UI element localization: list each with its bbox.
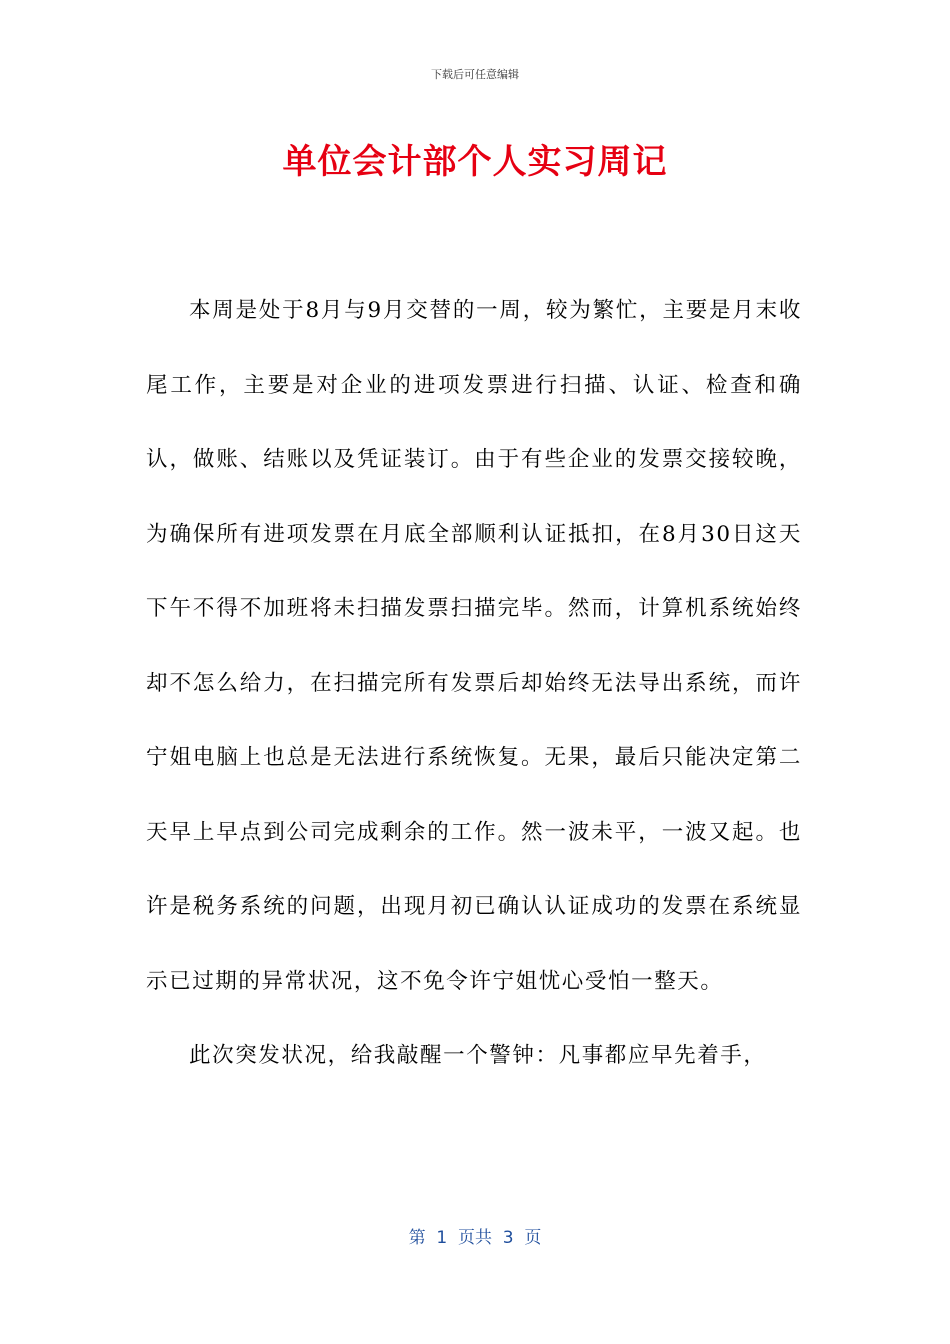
document-body <box>146 274 802 1094</box>
paragraph-2: 此次突发状况，给我敲醒一个警钟：凡事都应早先着手， <box>189 1043 767 1068</box>
page-number: 第 1 页共 3 页 <box>408 1228 542 1248</box>
paragraph-1: 本周是处于8月与9月交替的一周，较为繁忙，主要是月末收尾工作，主要是对企业的进项发票进行扫描、认证、检查和确认，做账、结账以及凭证装订。由于有些企业的发票交接较晚，为确保所有进项发票在月底全部顺利认证抵扣，在8月30日这天下午不得不加班将未扫描发票扫描完毕。然而，计算机系统始终却不怎么给力，在扫描完所有发票后却始终无法导出系统，而许宁姐电脑上也总是无法进行系统恢复。无果，最后只能决定第二天早上早点到公司完成剩余的工作。然一波未平，一波又起。也许是税务系统的问题，出现月初已确认认证成功的发票在系统显示已过期的异常状况，这不免令许宁姐忧心受怕一整天。 <box>146 298 802 994</box>
document-title: 单位会计部个人实习周记 <box>282 142 668 182</box>
header-note: 下载后可任意编辑 <box>431 68 519 81</box>
